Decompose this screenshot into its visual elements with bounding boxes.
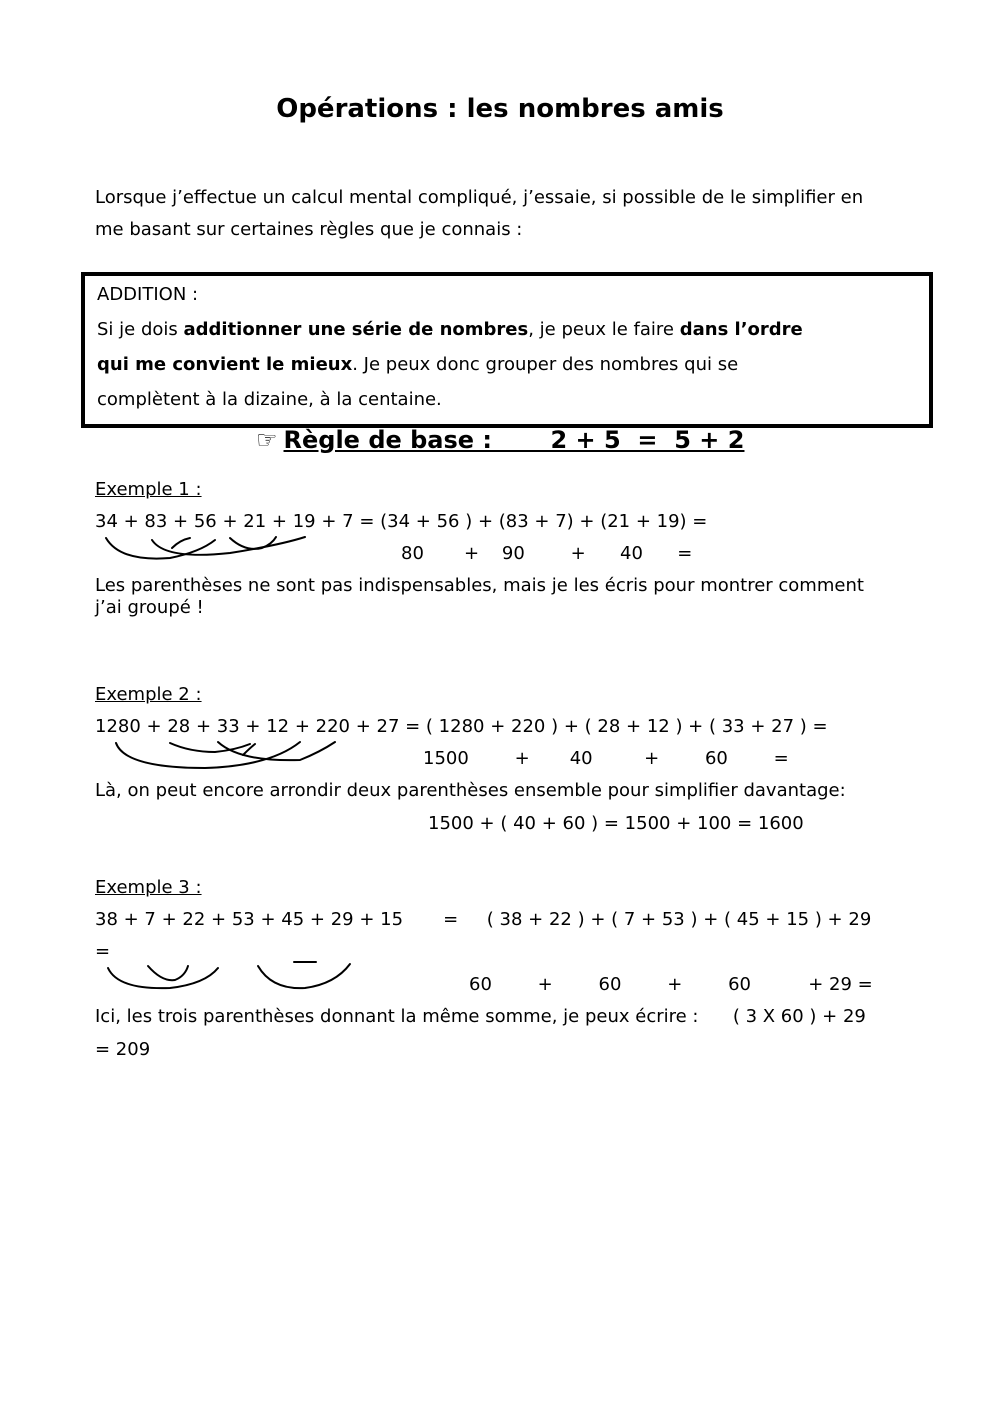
example-3-equation-end: = xyxy=(95,941,111,962)
example-1-result: 80 + 90 + 40 = xyxy=(401,543,693,564)
grouping-stroke xyxy=(218,742,335,760)
example-1-note: Les parenthèses ne sont pas indispensables, mais je les écris pour montrer comment xyxy=(95,575,864,596)
rule-emphasis: qui me convient le mieux xyxy=(97,354,353,375)
rule-text: , je peux le faire xyxy=(528,319,680,340)
pointing-hand-icon: ☞ xyxy=(256,426,278,454)
rule-text: Si je dois xyxy=(97,319,184,340)
grouping-stroke xyxy=(148,966,188,980)
rule-emphasis: dans l’ordre xyxy=(679,319,803,340)
grouping-stroke xyxy=(170,743,250,752)
example-1-equation: 34 + 83 + 56 + 21 + 19 + 7 = (34 + 56 ) + (83 + 7) + (21 + 19) = xyxy=(95,511,708,532)
example-2-final: 1500 + ( 40 + 60 ) = 1500 + 100 = 1600 xyxy=(428,813,804,834)
example-1-title: Exemple 1 : xyxy=(95,479,202,500)
example-3-note-end: = 209 xyxy=(95,1039,151,1060)
grouping-stroke xyxy=(258,964,350,988)
rule-box-heading: ADDITION : xyxy=(97,284,199,305)
example-2-title: Exemple 2 : xyxy=(95,684,202,705)
example-3-equation: 38 + 7 + 22 + 53 + 45 + 29 + 15 = ( 38 + 22 ) + ( 7 + 53 ) + ( 45 + 15 ) + 29 xyxy=(95,909,872,930)
example-3-note: Ici, les trois parenthèses donnant la même somme, je peux écrire : ( 3 X 60 ) + 29 xyxy=(95,1006,866,1027)
example-3-result: 60 + 60 + 60 + 29 = xyxy=(469,974,873,995)
grouping-stroke xyxy=(172,538,190,548)
example-2-note: Là, on peut encore arrondir deux parenthèses ensemble pour simplifier davantage: xyxy=(95,780,846,801)
grouping-stroke xyxy=(116,742,300,768)
rule-emphasis: additionner une série de nombres xyxy=(183,319,529,340)
rule-box-line-3: complètent à la dizaine, à la centaine. xyxy=(97,389,442,410)
rule-text: . Je peux donc grouper des nombres qui se xyxy=(352,354,739,375)
example-1-note-end: j’ai groupé ! xyxy=(95,597,204,618)
grouping-stroke xyxy=(230,537,276,549)
example-3-title: Exemple 3 : xyxy=(95,877,202,898)
example-2-result: 1500 + 40 + 60 = xyxy=(423,748,789,769)
base-rule-text: Règle de base : 2 + 5 = 5 + 2 xyxy=(283,426,745,454)
example-2-equation: 1280 + 28 + 33 + 12 + 220 + 27 = ( 1280 + 220 ) + ( 28 + 12 ) + ( 33 + 27 ) = xyxy=(95,716,828,737)
intro-paragraph: Lorsque j’effectue un calcul mental compliqué, j’essaie, si possible de le simplifier en me basant sur certaines règles que je connais : xyxy=(95,187,864,240)
page-title: Opérations : les nombres amis xyxy=(276,94,724,124)
